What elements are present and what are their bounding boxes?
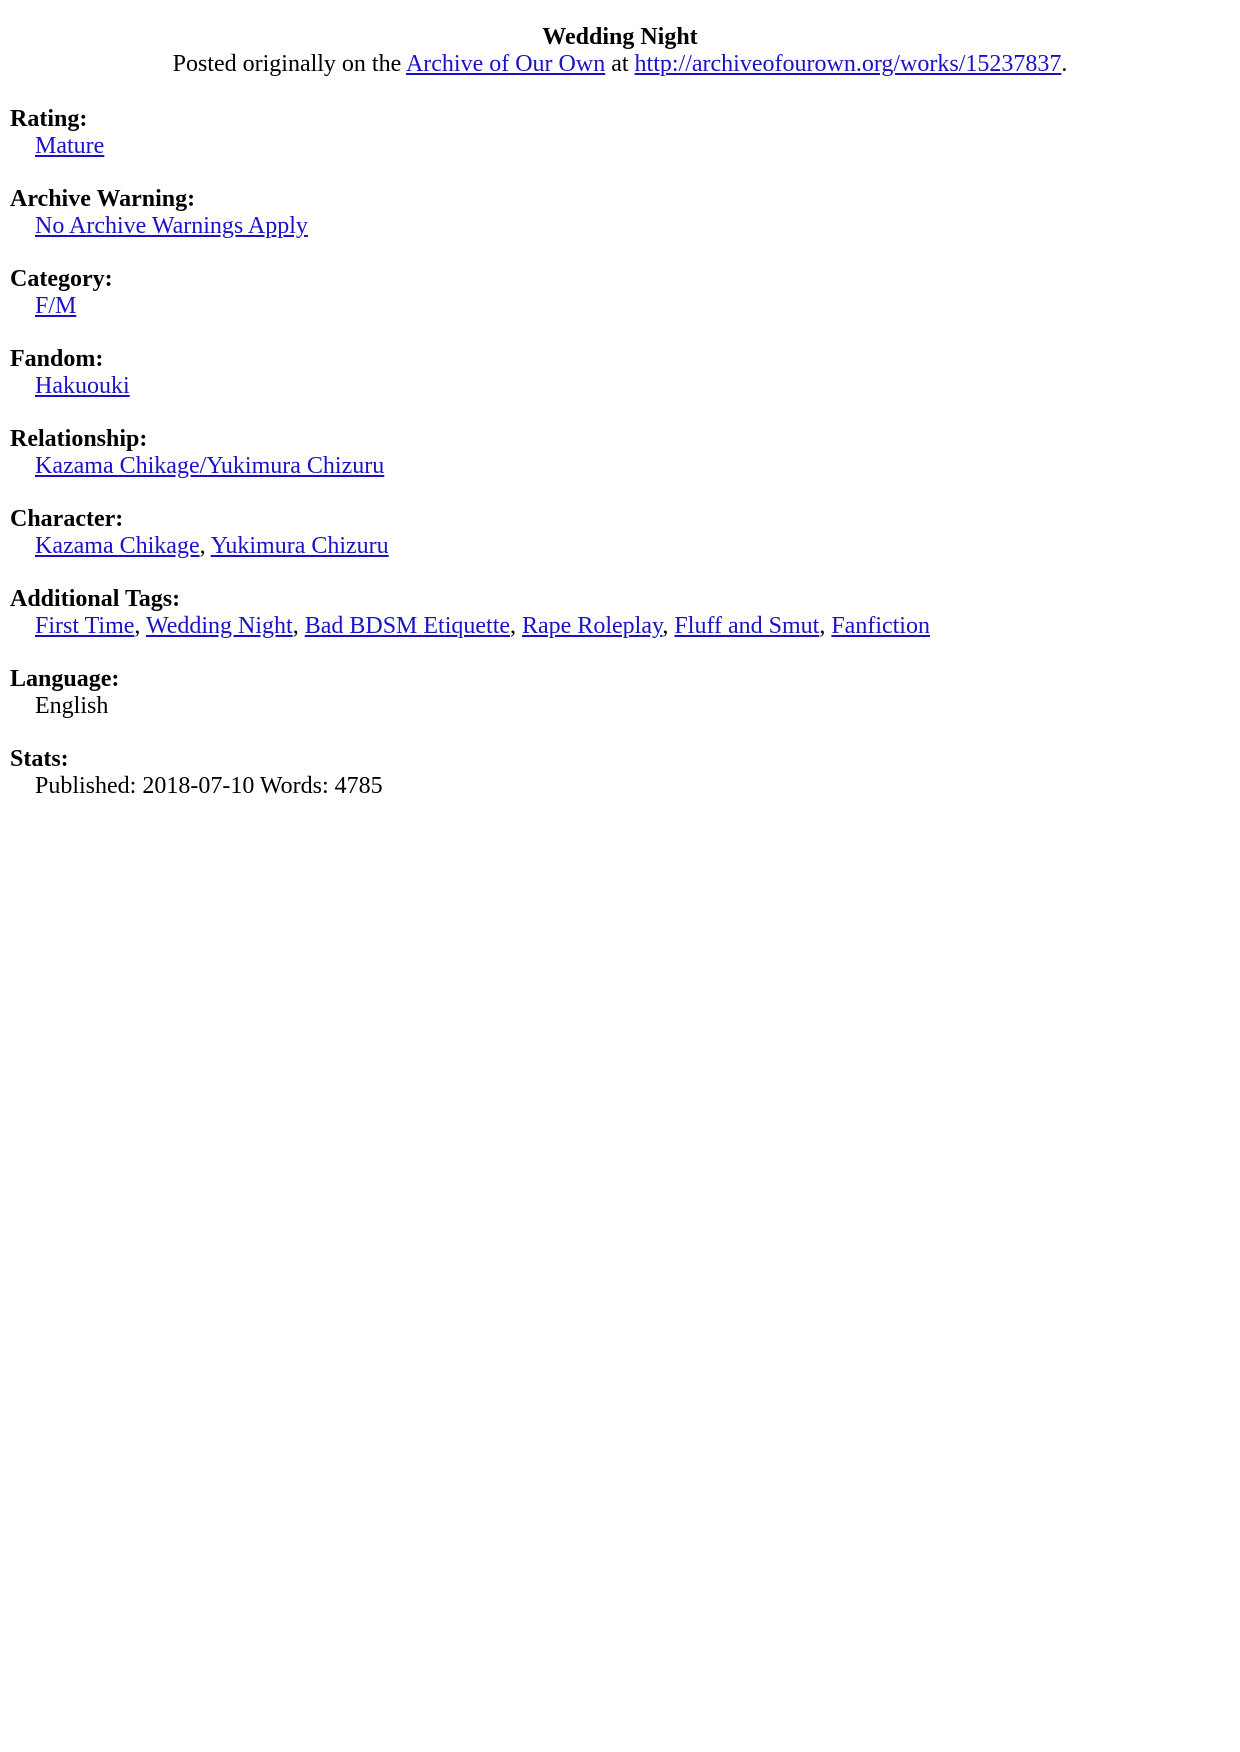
tag-link-first-time[interactable]: First Time	[35, 613, 135, 639]
tag-link-kazama-chikage[interactable]: Kazama Chikage	[35, 533, 200, 559]
additional-tags-value: First Time, Wedding Night, Bad BDSM Etiquette, Rape Roleplay, Fluff and Smut, Fanfiction	[35, 613, 930, 639]
relationship-label: Relationship:	[10, 426, 148, 452]
field-category	[10, 266, 1210, 320]
field-additional-tags	[10, 586, 1210, 640]
tag-link-bad-bdsm-etiquette[interactable]: Bad BDSM Etiquette	[304, 613, 511, 639]
tag-link-rape-roleplay[interactable]: Rape Roleplay	[522, 613, 663, 639]
relationship-value	[10, 453, 1210, 480]
rating-value	[10, 133, 1210, 160]
tag-link-wedding-night[interactable]: Wedding Night	[145, 613, 293, 639]
field-stats	[10, 746, 1210, 800]
posted-prefix: Posted originally on the	[172, 51, 406, 77]
field-character	[10, 506, 1210, 560]
posted-line	[0, 51, 1240, 78]
field-relationship	[10, 426, 1210, 480]
language-label: Language:	[10, 666, 120, 692]
archive-link[interactable]: Archive of Our Own	[405, 51, 606, 77]
tag-link-hakuouki[interactable]: Hakuouki	[35, 373, 130, 399]
archive-warning-label: Archive Warning:	[10, 186, 196, 212]
posted-suffix: .	[1061, 51, 1068, 77]
tag-link-fluff-and-smut[interactable]: Fluff and Smut	[674, 613, 820, 639]
additional-tags-label: Additional Tags:	[10, 586, 181, 612]
fandom-value	[10, 373, 1210, 400]
work-header	[0, 24, 1240, 78]
stats-value: Published: 2018-07-10 Words: 4785	[35, 773, 383, 799]
fandom-label: Fandom:	[10, 346, 104, 372]
field-language	[10, 666, 1210, 720]
tag-link-f-m[interactable]: F/M	[35, 293, 77, 319]
rating-label: Rating:	[10, 106, 88, 132]
work-metadata	[10, 106, 1210, 826]
field-archive-warning	[10, 186, 1210, 240]
category-label: Category:	[10, 266, 113, 292]
language-value: English	[35, 693, 109, 719]
field-fandom	[10, 346, 1210, 400]
character-label: Character:	[10, 506, 124, 532]
tag-link-fanfiction[interactable]: Fanfiction	[831, 613, 930, 639]
work-url-link[interactable]: http://archiveofourown.org/works/15237837	[634, 51, 1062, 77]
tag-link-kazama-yukimura[interactable]: Kazama Chikage/Yukimura Chizuru	[35, 453, 385, 479]
posted-middle: at	[605, 51, 635, 77]
stats-label: Stats:	[10, 746, 69, 772]
category-value	[10, 293, 1210, 320]
tag-link-mature[interactable]: Mature	[35, 133, 105, 159]
character-value: Kazama Chikage, Yukimura Chizuru	[35, 533, 389, 559]
field-rating	[10, 106, 1210, 160]
archive-warning-value	[10, 213, 1210, 240]
work-title: Wedding Night	[542, 24, 698, 50]
tag-link-yukimura-chizuru[interactable]: Yukimura Chizuru	[210, 533, 389, 559]
tag-link-no-archive-warnings[interactable]: No Archive Warnings Apply	[35, 213, 308, 239]
